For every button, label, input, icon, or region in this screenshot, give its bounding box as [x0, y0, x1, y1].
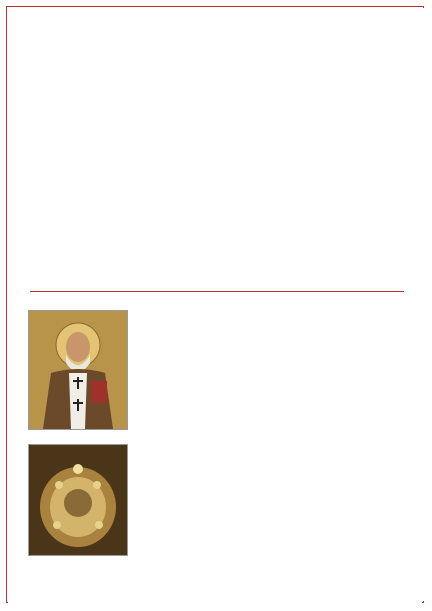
image-column — [28, 310, 128, 556]
ornament-border-bottom — [8, 585, 422, 603]
banner-rule — [30, 291, 404, 292]
feast-banner — [26, 278, 404, 304]
ornament-border-right — [406, 8, 424, 601]
image-caption — [28, 432, 128, 440]
ornament-border-top — [8, 8, 422, 26]
saint-icon-image — [28, 310, 128, 430]
relics-photo — [28, 444, 128, 556]
ornament-border-left — [8, 8, 26, 601]
